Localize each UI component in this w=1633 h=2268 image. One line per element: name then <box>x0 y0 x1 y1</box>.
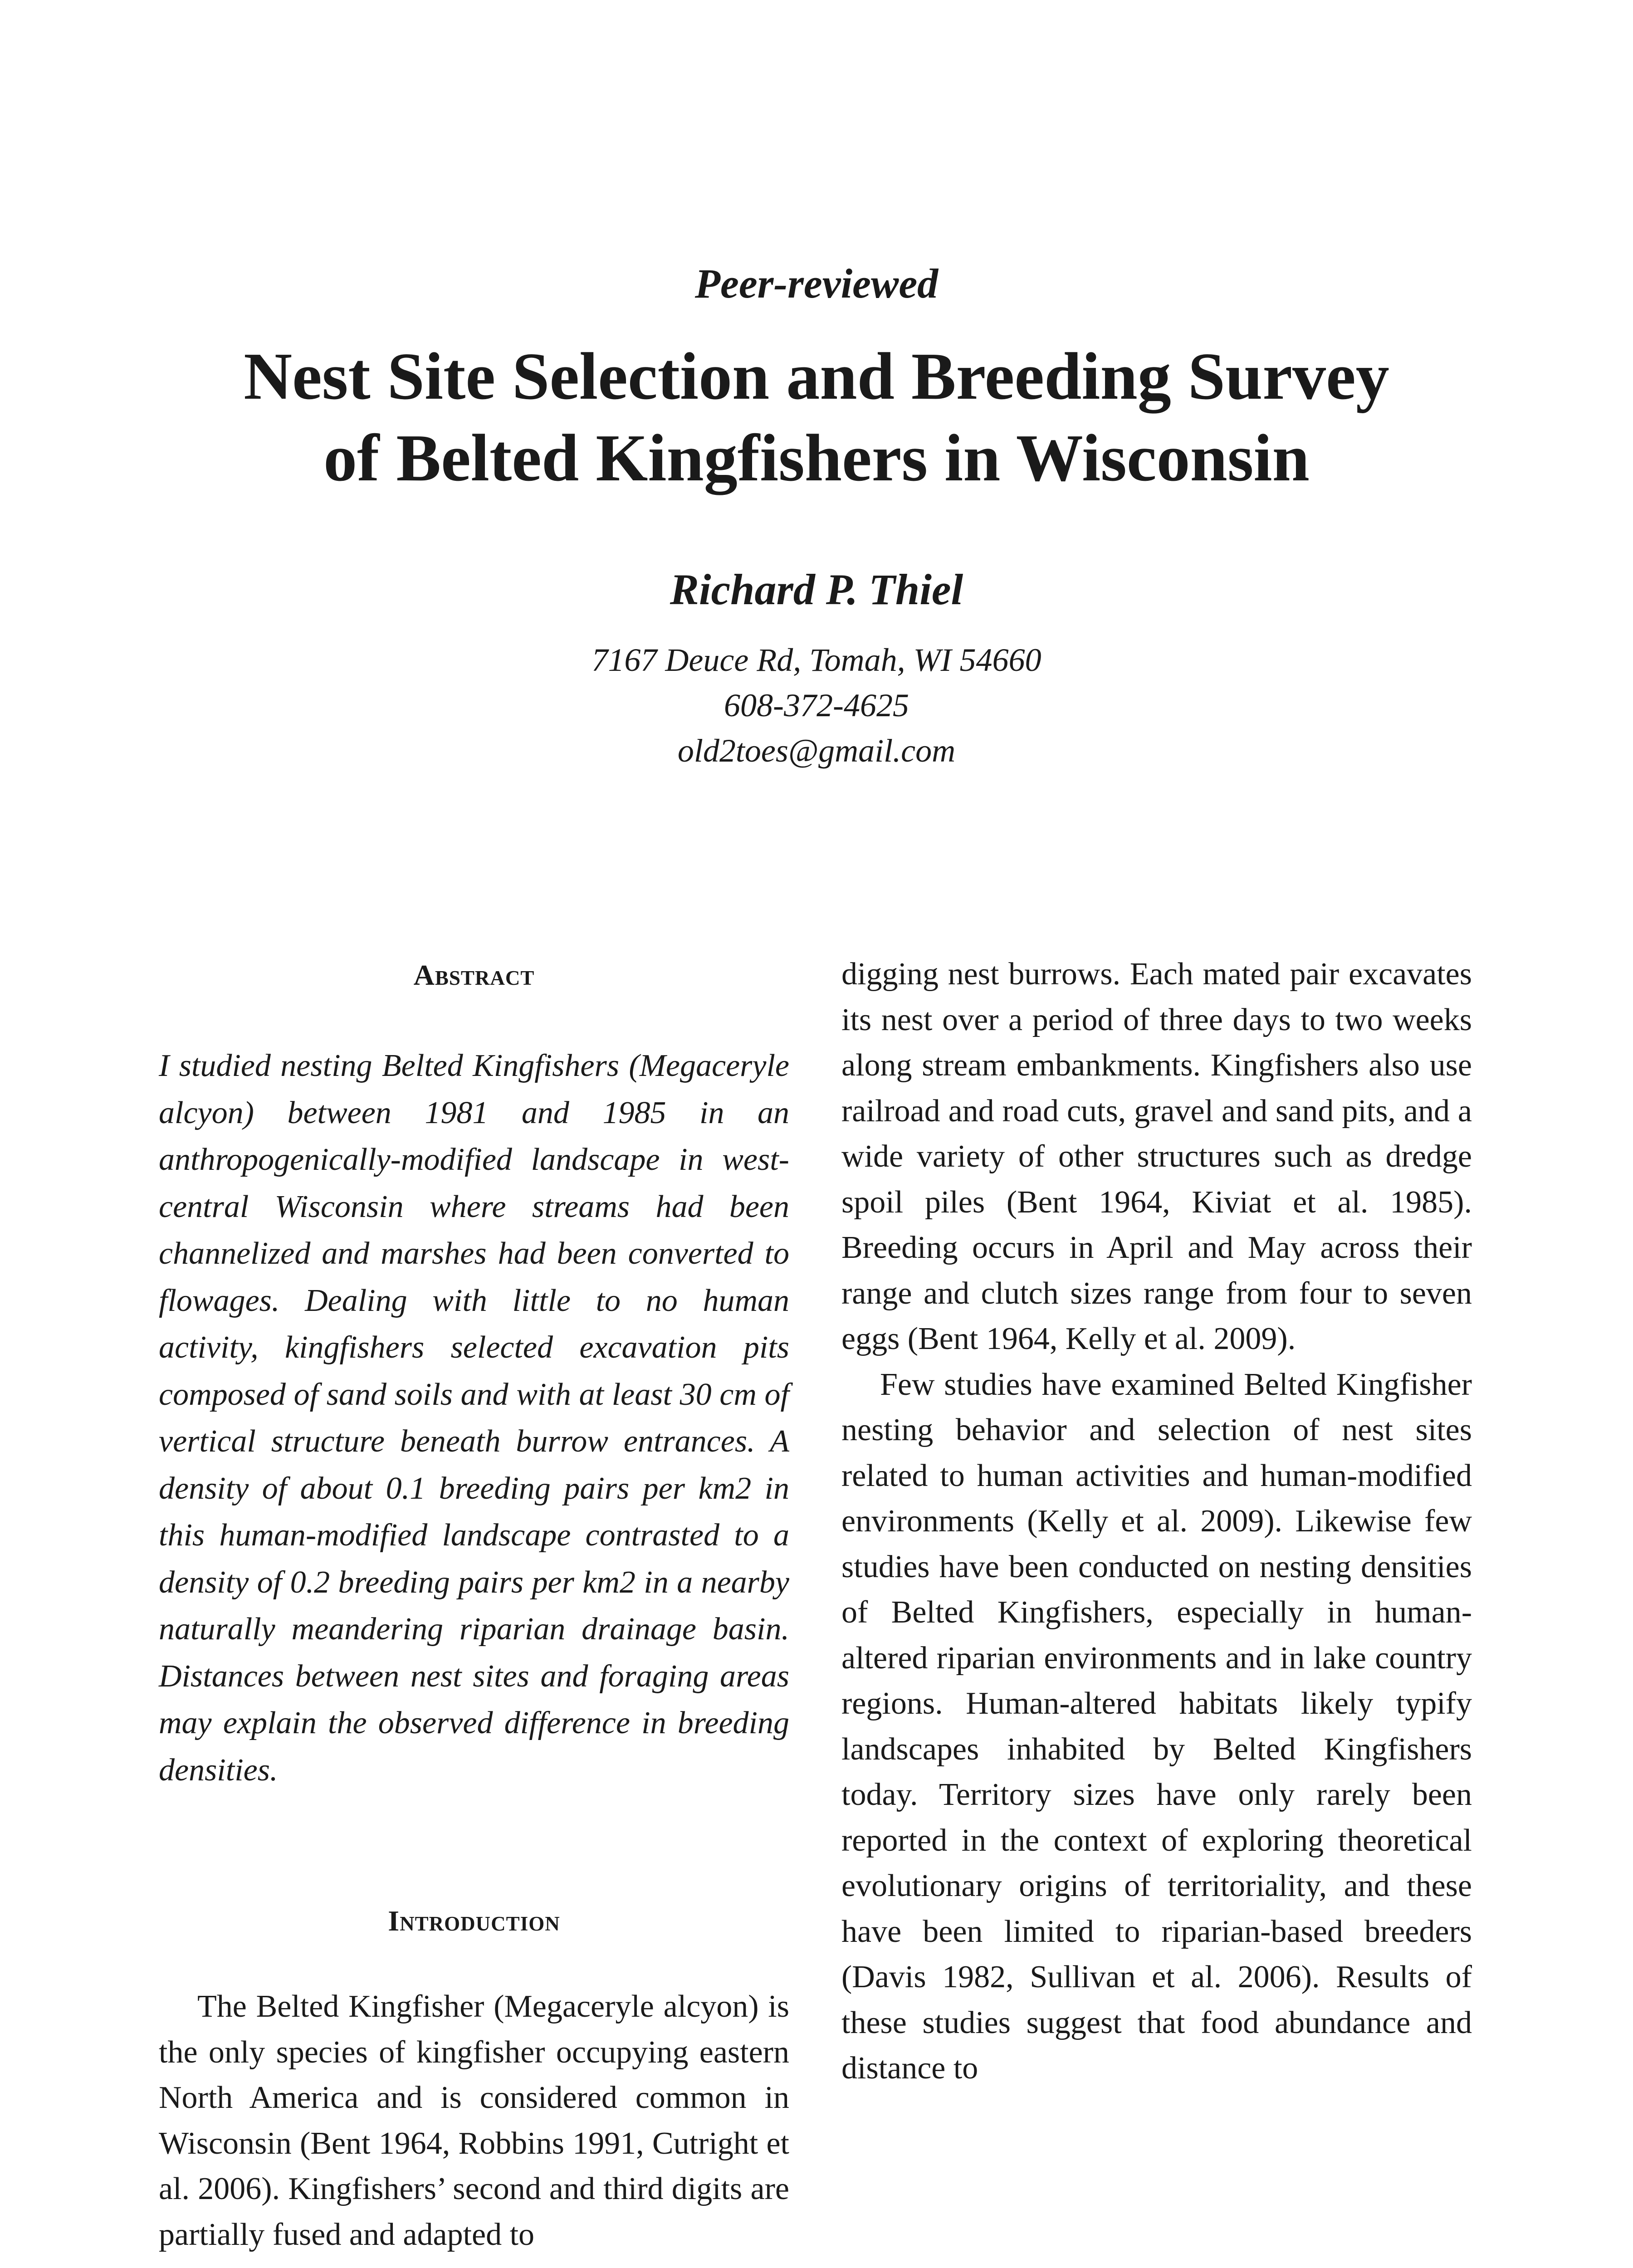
article-title-line-2: of Belted Kingfishers in Wisconsin <box>323 421 1310 495</box>
introduction-heading: Introduction <box>388 1905 560 1937</box>
author-phone: 608-372-4625 <box>724 687 909 723</box>
peer-reviewed-label: Peer-reviewed <box>694 260 939 307</box>
author-address: 7167 Deuce Rd, Tomah, WI 54660 <box>592 642 1041 678</box>
abstract-heading: Abstract <box>413 959 535 991</box>
introduction-paragraph-1-start: The Belted Kingfisher (Megaceryle alcyon) is the only species of kingfisher occupying eastern North America and is considered common in Wisconsin (Bent 1964, Robbins 1991, Cutright et al. 2006). Kingfishers’ second and third digits are partially fused and adapted to <box>159 1989 789 2252</box>
introduction-paragraph-1-continued: digging nest burrows. Each mated pair excavates its nest over a period of three days to two weeks along stream embankments. Kingfishers also use railroad and road cuts, gravel and sand pits, and a wide variety of other structures such as dredge spoil piles (Bent 1964, Kiviat et al. 1985). Breeding occurs in April and May across their range and clutch sizes range from four to seven eggs (Bent 1964, Kelly et al. 2009). <box>841 957 1472 1356</box>
abstract-text: I studied nesting Belted Kingfishers (Megaceryle alcyon) between 1981 and 1985 in an anthropogenically-modified landscape in west-central Wisconsin where streams had been channelized and marshes had been converted to flowages. Dealing with little to no human activity, kingfishers selected excavation pits composed of sand soils and with at least 30 cm of vertical structure beneath burrow entrances. A density of about 0.1 breeding pairs per km2 in this human-modified landscape contrasted to a density of 0.2 breeding pairs per km2 in a nearby naturally meandering riparian drainage basin. Distances between nest sites and foraging areas may explain the observed difference in breeding densities. <box>159 1048 789 1788</box>
author-name: Richard P. Thiel <box>670 565 963 614</box>
article-title <box>136 336 1497 499</box>
author-contact <box>0 637 1633 773</box>
author-email: old2toes@gmail.com <box>677 733 956 769</box>
article-title-line-1: Nest Site Selection and Breeding Survey <box>244 339 1389 414</box>
right-column <box>841 952 1472 2092</box>
introduction-paragraph-2: Few studies have examined Belted Kingfisher nesting behavior and selection of nest sites related to human activities and human-modified environments (Kelly et al. 2009). Likewise few studies have been conducted on nesting densities of Belted Kingfishers, especially in human-altered riparian environments and in lake country regions. Human-altered habitats likely typify landscapes inhabited by Belted Kingfishers today. Territory sizes have only rarely been reported in the context of exploring theoretical evolutionary origins of territoriality, and these have been limited to riparian-based breeders (Davis 1982, Sullivan et al. 2006). Results of these studies suggest that food abundance and distance to <box>841 1367 1472 2086</box>
